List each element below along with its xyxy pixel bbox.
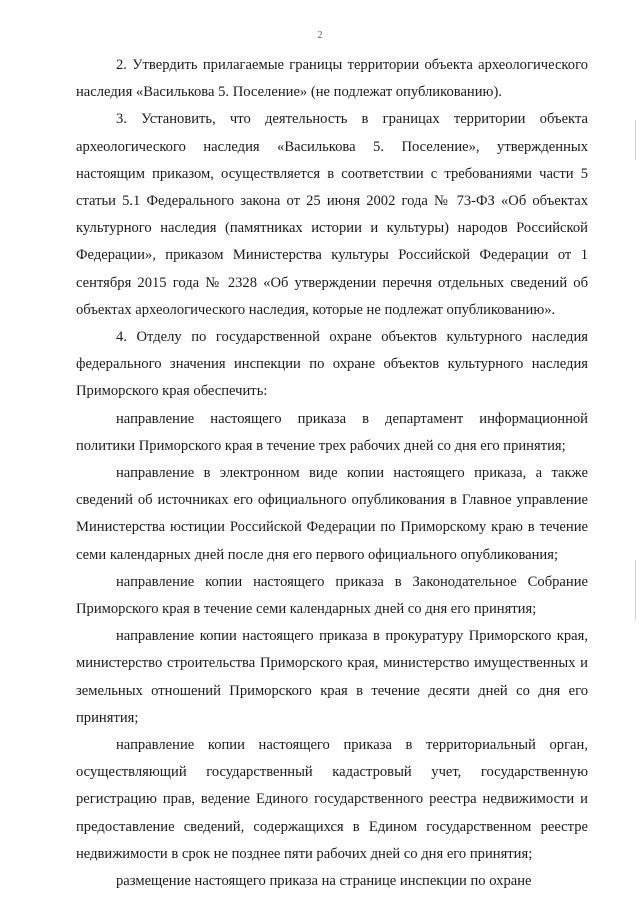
document-body: [76, 52, 588, 895]
paragraph-subitem: размещение настоящего приказа на странице инспекции по охране: [116, 873, 532, 890]
paragraph-item-4: 4. Отделу по государственной охране объектов культурного наследия федерального значения инспекции по охране объектов культурного наследия Приморского края обеспечить:: [76, 329, 588, 400]
paragraph-subitem: направление настоящего приказа в департамент информационной политики Приморского края в течение трех рабочих дней со дня его принятия;: [76, 410, 588, 454]
paragraph-subitem: направление копии настоящего приказа в Законодательное Собрание Приморского края в течение семи календарных дней со дня его принятия;: [76, 573, 588, 618]
paragraph-item-3: 3. Установить, что деятельность в границах территории объекта археологического наследия «Василькова 5. Поселение», утвержденных настоящим приказом, осуществляется в соответствии с требованиями части 5 статьи 5.1 Федерального закона от 25 июня 2002 года № 73-ФЗ «Об объектах культурного наследия (памятниках истории и культуры) народов Российской Федерации», приказом Министерства культуры Российской Федерации от 1 сентября 2015 года № 2328 «Об утверждении перечня отдельных сведений об объектах археологического наследия, которые не подлежат опубликованию».: [76, 111, 588, 318]
page-number: 2: [317, 30, 323, 41]
paragraph-subitem: направление копии настоящего приказа в прокуратуру Приморского края, министерство строительства Приморского края, министерство имущественных и земельных отношений Приморского края в течение десяти дней со дня его принятия;: [76, 628, 588, 726]
paragraph-item-2: 2. Утвердить прилагаемые границы территории объекта археологического наследия «Василькова 5. Поселение» (не подлежат опубликованию).: [76, 57, 588, 101]
paragraph-subitem: направление копии настоящего приказа в территориальный орган, осуществляющий государственный кадастровый учет, государственную регистрацию прав, ведение Единого государственного реестра недвижимости и предоставление сведений, содержащихся в Едином государственном реестре недвижимости в срок не позднее пяти рабочих дней со дня его принятия;: [76, 737, 588, 862]
paragraph-subitem: направление в электронном виде копии настоящего приказа, а также сведений об источниках его официального опубликования в Главное управление Министерства юстиции Российской Федерации по Приморскому краю в течение семи календарных дней после дня его первого официального опубликования;: [76, 465, 588, 563]
scan-edge-mark: [635, 560, 636, 620]
scan-edge-mark: [635, 120, 636, 160]
